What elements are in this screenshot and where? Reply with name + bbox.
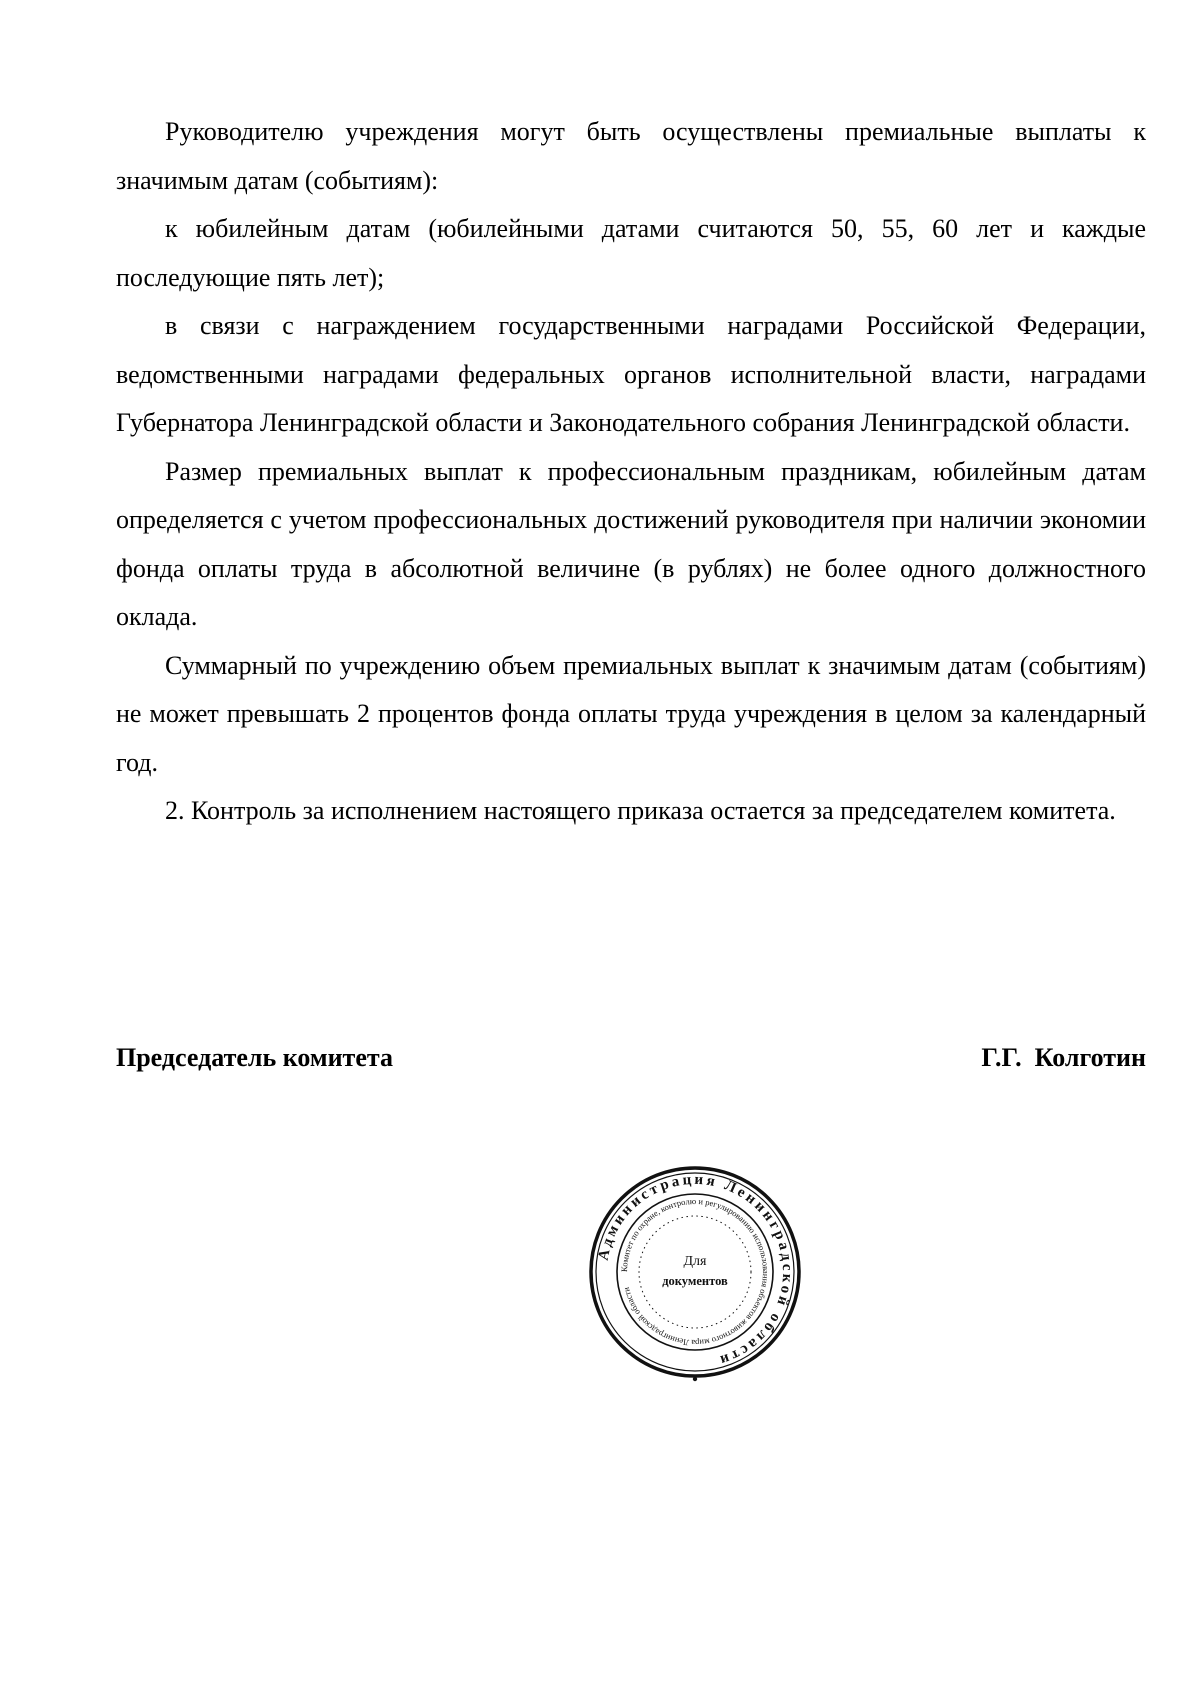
paragraph-state-awards: в связи с награждением государственными наградами Российской Федерации, ведомственными наградами федеральных органов исполнительной власти, наградами Губернатора Ленинградской области и Законодательного собрания Ленинградской области. xyxy=(116,311,1146,437)
stamp-center-line1: Для xyxy=(683,1254,707,1269)
document-body xyxy=(116,108,1146,836)
signature-block xyxy=(116,1038,1146,1078)
stamp-seal-icon xyxy=(585,1160,805,1390)
official-stamp xyxy=(585,1160,805,1390)
signature-title: Председатель комитета xyxy=(116,1043,393,1072)
paragraph-bonus-intro: Руководителю учреждения могут быть осуществлены премиальные выплаты к значимым датам (событиям): xyxy=(116,117,1146,195)
stamp-outer-text: Администрация Ленинградской области xyxy=(595,1171,796,1369)
paragraph-bonus-size: Размер премиальных выплат к профессиональным праздникам, юбилейным датам определяется с учетом профессиональных достижений руководителя при наличии экономии фонда оплаты труда в абсолютной величине (в рублях) не более одного должностного оклада. xyxy=(116,456,1146,631)
stamp-center-line2: документов xyxy=(662,1274,728,1288)
stamp-inner-text: Комитет по охране, контролю и регулированию использования объектов животного мира Ленинградской области xyxy=(618,1195,772,1349)
svg-text:Комитет по охране, контролю и xyxy=(619,1196,771,1348)
signature-name: Г.Г. Колготин xyxy=(981,1043,1146,1072)
paragraph-control-clause: 2. Контроль за исполнением настоящего приказа остается за председателем комитета. xyxy=(165,796,1116,825)
paragraph-anniversary-dates: к юбилейным датам (юбилейными датами считаются 50, 55, 60 лет и каждые последующие пять лет); xyxy=(116,214,1146,292)
paragraph-bonus-limit: Суммарный по учреждению объем премиальных выплат к значимым датам (событиям) не может превышать 2 процентов фонда оплаты труда учреждения в целом за календарный год. xyxy=(116,650,1146,777)
